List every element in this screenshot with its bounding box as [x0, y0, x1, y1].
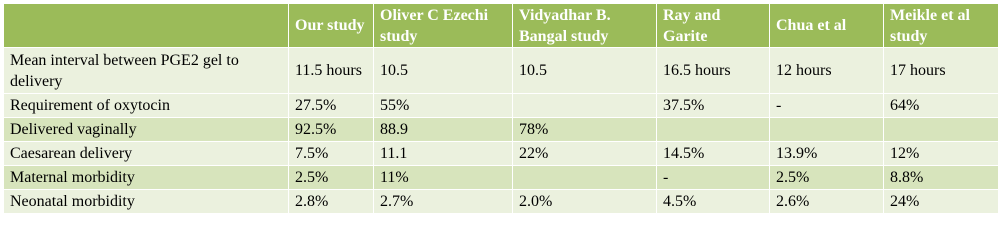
comparison-table: [3, 3, 999, 214]
table-cell: 7.5%: [289, 142, 374, 166]
table-row: [4, 118, 999, 142]
table-cell: 55%: [374, 94, 513, 118]
table-cell: 16.5 hours: [657, 48, 770, 94]
table-cell: 24%: [884, 190, 999, 214]
header-cell-chua: Chua et al: [770, 4, 884, 48]
table-cell: 22%: [513, 142, 657, 166]
table-cell: -: [770, 94, 884, 118]
table-cell: 11.1: [374, 142, 513, 166]
table-cell: 2.6%: [770, 190, 884, 214]
table-cell: 10.5: [374, 48, 513, 94]
row-label: Caesarean delivery: [4, 142, 289, 166]
header-cell-ray-garite: Ray and Garite: [657, 4, 770, 48]
table-cell: 2.7%: [374, 190, 513, 214]
header-row: [4, 4, 999, 48]
table-cell: 64%: [884, 94, 999, 118]
table-cell: [513, 94, 657, 118]
table-cell: 2.5%: [289, 166, 374, 190]
row-label: Maternal morbidity: [4, 166, 289, 190]
table-cell: 12 hours: [770, 48, 884, 94]
table-cell: [657, 118, 770, 142]
header-cell-our-study: Our study: [289, 4, 374, 48]
table-cell: 2.5%: [770, 166, 884, 190]
table-cell: [770, 118, 884, 142]
table-cell: 12%: [884, 142, 999, 166]
row-label: Neonatal morbidity: [4, 190, 289, 214]
header-cell-row-label: [4, 4, 289, 48]
table-cell: 14.5%: [657, 142, 770, 166]
table-row: [4, 48, 999, 94]
table-cell: 17 hours: [884, 48, 999, 94]
table-row: [4, 190, 999, 214]
table-cell: 92.5%: [289, 118, 374, 142]
row-label: Requirement of oxytocin: [4, 94, 289, 118]
header-cell-ezechi-study: Oliver C Ezechi study: [374, 4, 513, 48]
row-label: Mean interval between PGE2 gel to delivery: [4, 48, 289, 94]
table-row: [4, 166, 999, 190]
comparison-table-container: [3, 3, 999, 214]
table-cell: 11%: [374, 166, 513, 190]
table-row: [4, 142, 999, 166]
table-cell: 37.5%: [657, 94, 770, 118]
table-cell: 11.5 hours: [289, 48, 374, 94]
header-cell-meikle-study: Meikle et al study: [884, 4, 999, 48]
table-cell: [884, 118, 999, 142]
table-cell: 4.5%: [657, 190, 770, 214]
table-cell: -: [657, 166, 770, 190]
table-row: [4, 94, 999, 118]
table-cell: 8.8%: [884, 166, 999, 190]
table-cell: 27.5%: [289, 94, 374, 118]
table-cell: 10.5: [513, 48, 657, 94]
row-label: Delivered vaginally: [4, 118, 289, 142]
header-cell-bangal-study: Vidyadhar B. Bangal study: [513, 4, 657, 48]
table-cell: 88.9: [374, 118, 513, 142]
table-cell: 2.0%: [513, 190, 657, 214]
table-cell: [513, 166, 657, 190]
table-cell: 13.9%: [770, 142, 884, 166]
table-cell: 78%: [513, 118, 657, 142]
table-cell: 2.8%: [289, 190, 374, 214]
